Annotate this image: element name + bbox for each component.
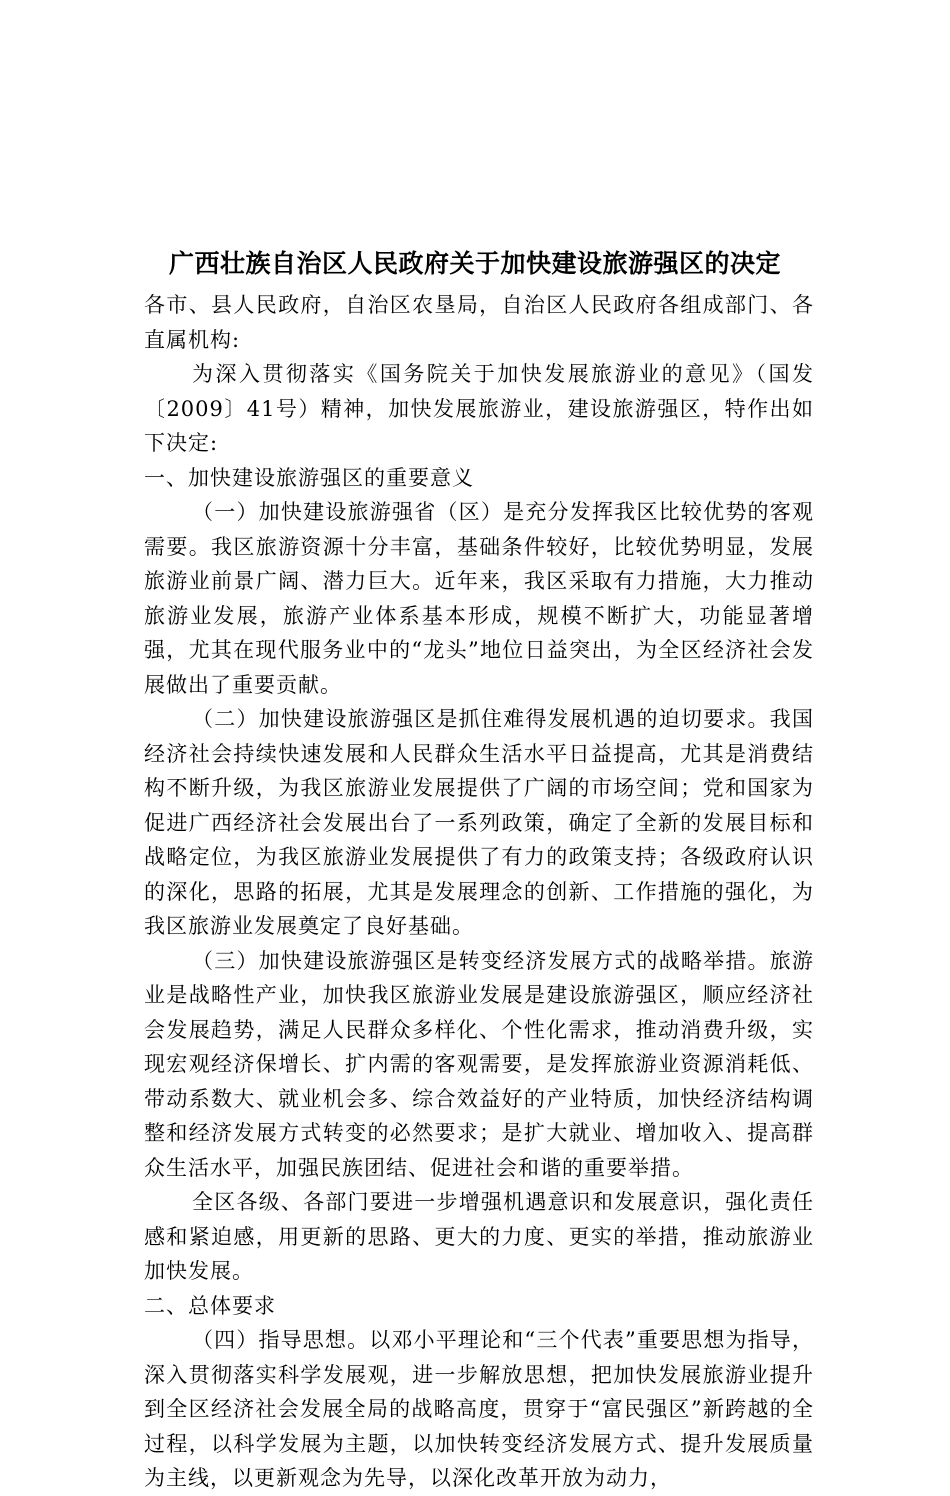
body-paragraph: （一）加快建设旅游强省（区）是充分发挥我区比较优势的客观需要。我区旅游资源十分丰富，基础条件较好，比较优势明显，发展旅游业前景广阔、潜力巨大。近年来，我区采取有力措施，大力推动旅游业发展，旅游产业体系基本形成，规模不断扩大，功能显著增强，尤其在现代服务业中的“龙头”地位日益突出，为全区经济社会发展做出了重要贡献。 bbox=[144, 500, 814, 697]
body-paragraph: （四）指导思想。以邓小平理论和“三个代表”重要思想为指导，深入贯彻落实科学发展观，进一步解放思想，把加快发展旅游业提升到全区经济社会发展全局的战略高度，贯穿于“富民强区”新跨越的全过程，以科学发展为主题，以加快转变经济发展方式、提升发展质量为主线，以更新观念为先导，以深化改革开放为动力， bbox=[144, 1328, 814, 1490]
document-title: 广西壮族自治区人民政府关于加快建设旅游强区的决定 bbox=[168, 249, 781, 278]
heading-or-salutation: 各市、县人民政府，自治区农垦局，自治区人民政府各组成部门、各直属机构: bbox=[144, 293, 814, 352]
body-paragraph: 为深入贯彻落实《国务院关于加快发展旅游业的意见》（国发〔2009〕41号）精神，加快发展旅游业，建设旅游强区，特作出如下决定: bbox=[144, 362, 814, 455]
heading-or-salutation: 一、加快建设旅游强区的重要意义 bbox=[144, 465, 474, 490]
document-body bbox=[144, 288, 814, 1496]
body-paragraph: 全区各级、各部门要进一步增强机遇意识和发展意识，强化责任感和紧迫感，用更新的思路、更大的力度、更实的举措，推动旅游业加快发展。 bbox=[144, 1190, 814, 1283]
body-paragraph: （二）加快建设旅游强区是抓住难得发展机遇的迫切要求。我国经济社会持续快速发展和人民群众生活水平日益提高，尤其是消费结构不断升级，为我区旅游业发展提供了广阔的市场空间；党和国家为促进广西经济社会发展出台了一系列政策，确定了全新的发展目标和战略定位，为我区旅游业发展提供了有力的政策支持；各级政府认识的深化，思路的拓展，尤其是发展理念的创新、工作措施的强化，为我区旅游业发展奠定了良好基础。 bbox=[144, 707, 814, 938]
heading-or-salutation: 二、总体要求 bbox=[144, 1293, 276, 1318]
body-paragraph: （三）加快建设旅游强区是转变经济发展方式的战略举措。旅游业是战略性产业，加快我区旅游业发展是建设旅游强区，顺应经济社会发展趋势，满足人民群众多样化、个性化需求，推动消费升级，实现宏观经济保增长、扩内需的客观需要，是发挥旅游业资源消耗低、带动系数大、就业机会多、综合效益好的产业特质，加快经济结构调整和经济发展方式转变的必然要求；是扩大就业、增加收入、提高群众生活水平，加强民族团结、促进社会和谐的重要举措。 bbox=[144, 948, 814, 1180]
